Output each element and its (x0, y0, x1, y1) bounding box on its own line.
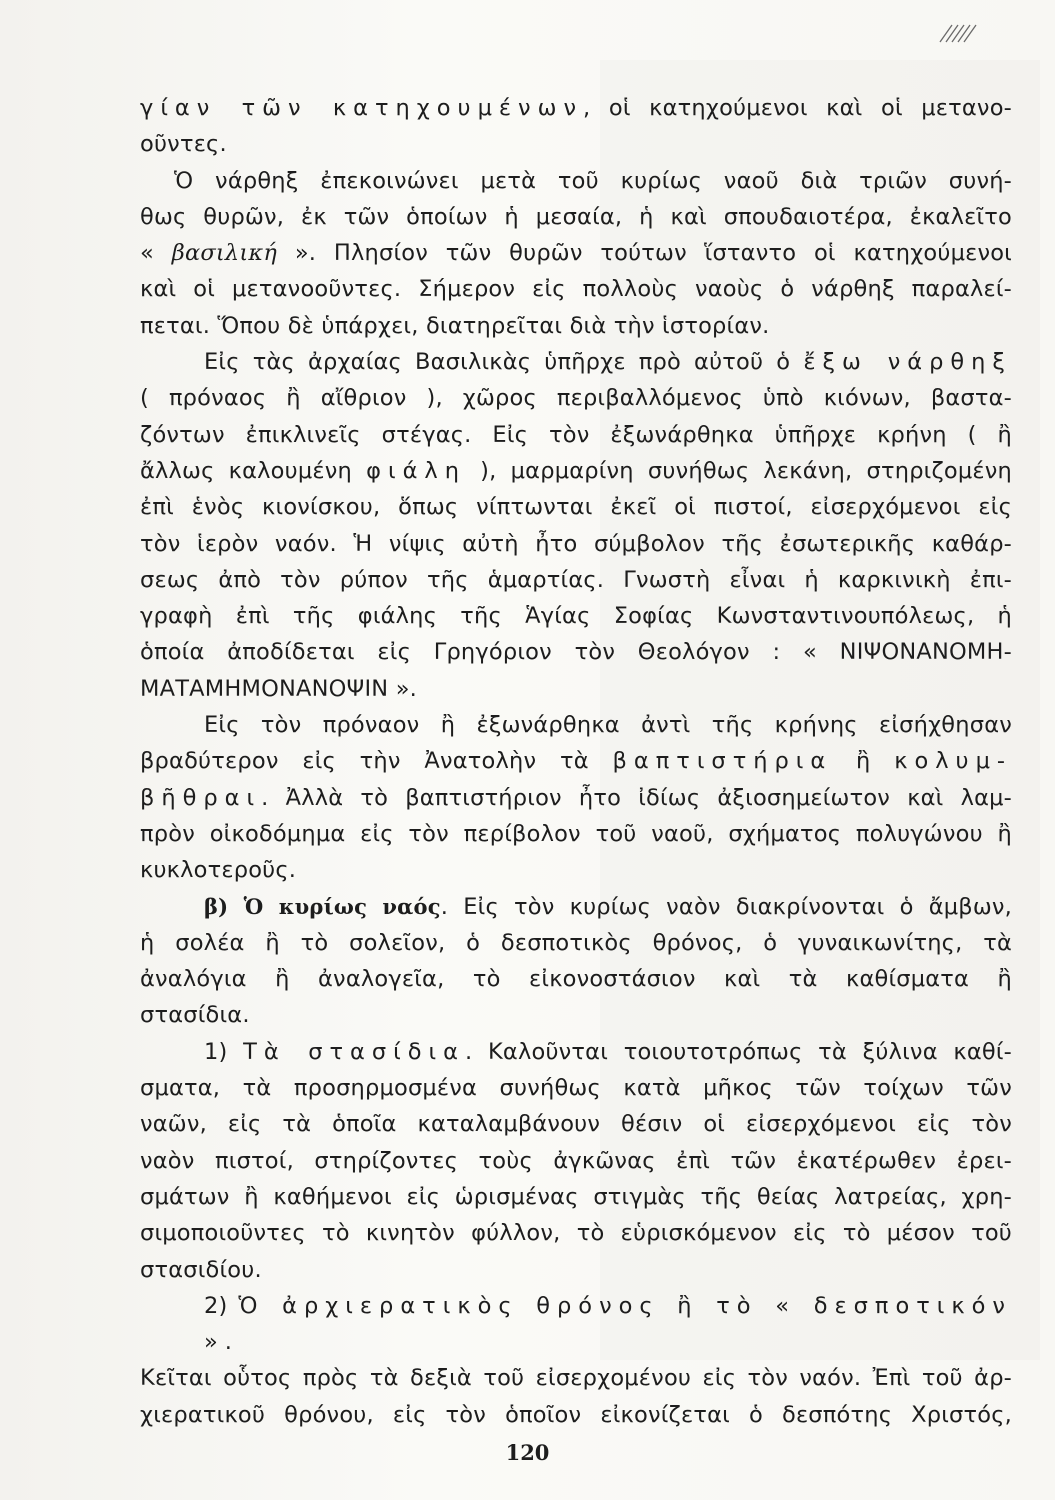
text-line: ζόντων ἐπικλινεῖς στέγας. Εἰς τὸν ἐξωνάρθηκα ὑπῆρχε κρήνη ( ἢ (140, 421, 1012, 448)
text-line: ναὸν πιστοί, στηρίζοντες τοὺς ἀγκῶνας ἐπὶ τῶν ἑκατέρωθεν ἐρει- (140, 1147, 1012, 1174)
text-line: πεται. Ὅπου δὲ ὑπάρχει, διατηρεῖται διὰ τὴν ἱστορίαν. (140, 312, 770, 339)
text-line: καὶ οἱ μετανοοῦντες. Σήμερον εἰς πολλοὺς ναοὺς ὁ νάρθηξ παραλεί- (140, 276, 1012, 303)
text-line: στασιδίου. (140, 1256, 262, 1283)
text-line: βραδύτερον εἰς τὴν Ἀνατολὴν τὰ βαπτιστήρια ἢ κολυμ- (140, 748, 1012, 775)
text-line: βῆθραι. Ἀλλὰ τὸ βαπτιστήριον ἦτο ἰδίως ἀξιοσημείωτον καὶ λαμ- (140, 784, 1012, 811)
text-line: ναῶν, εἰς τὰ ὁποῖα καταλαμβάνουν θέσιν οἱ εἰσερχόμενοι εἰς τὸν (140, 1111, 1012, 1138)
text-line: ἡ σολέα ἢ τὸ σολεῖον, ὁ δεσποτικὸς θρόνος, ὁ γυναικωνίτης, τὰ (140, 929, 1012, 956)
text-line: κυκλοτεροῦς. (140, 857, 297, 884)
section-heading-line: β) Ὁ κυρίως ναός. Εἰς τὸν κυρίως ναὸν διακρίνονται ὁ ἄμβων, (204, 893, 1012, 920)
paragraph-start: Εἰς τὸν πρόναον ἢ ἐξωνάρθηκα ἀντὶ τῆς κρήνης εἰσήχθησαν (204, 712, 1012, 739)
section-heading: β) Ὁ κυρίως ναός (204, 893, 441, 919)
text-line: γραφὴ ἐπὶ τῆς φιάλης τῆς Ἁγίας Σοφίας Κωνσταντινουπόλεως, ἡ (140, 603, 1012, 630)
paragraph-start: 2) Ὁ ἀρχιερατικὸς θρόνος ἢ τὸ « δεσποτικόν ». (204, 1292, 1012, 1356)
text-line: πρὸν οἰκοδόμημα εἰς τὸν περίβολον τοῦ ναοῦ, σχήματος πολυγώνου ἢ (140, 820, 1012, 847)
paragraph-start: 1) Τὰ στασίδια. Καλοῦνται τοιουτοτρόπως τὰ ξύλινα καθί- (204, 1038, 1012, 1065)
ink-scratch-marks (938, 22, 978, 44)
text-line: σιμοποιοῦντες τὸ κινητὸν φύλλον, τὸ εὑρισκόμενον εἰς τὸ μέσον τοῦ (140, 1220, 1012, 1247)
text-line: στασίδια. (140, 1002, 250, 1029)
text-line: σεως ἀπὸ τὸν ρύπον τῆς ἁμαρτίας. Γνωστὴ εἶναι ἡ καρκινικὴ ἐπι- (140, 566, 1012, 593)
text-line: ἐπὶ ἑνὸς κιονίσκου, ὅπως νίπτωνται ἐκεῖ οἱ πιστοί, εἰσερχόμενοι εἰς (140, 494, 1012, 521)
text-line: οῦντες. (140, 131, 227, 158)
text-line: ἄλλως καλουμένη φιάλη ), μαρμαρίνη συνήθως λεκάνη, στηριζομένη (140, 457, 1013, 484)
paragraph-start: Ὁ νάρθηξ ἐπεκοινώνει μετὰ τοῦ κυρίως ναοῦ διὰ τριῶν συνή- (174, 167, 1012, 194)
text-line: τὸν ἱερὸν ναόν. Ἡ νίψις αὐτὴ ἦτο σύμβολον τῆς ἐσωτερικῆς καθάρ- (140, 530, 1012, 557)
text-line: « βασιλική ». Πλησίον τῶν θυρῶν τούτων ἵσταντο οἱ κατηχούμενοι (140, 240, 1012, 267)
paragraph-start: Εἰς τὰς ἀρχαίας Βασιλικὰς ὑπῆρχε πρὸ αὐτοῦ ὁ ἔξω νάρθηξ (204, 349, 1012, 376)
text-line: ( πρόναος ἢ αἴθριον ), χῶρος περιβαλλόμενος ὑπὸ κιόνων, βαστα- (140, 385, 1012, 412)
text-line: θως θυρῶν, ἐκ τῶν ὁποίων ἡ μεσαία, ἡ καὶ σπουδαιοτέρα, ἐκαλεῖτο (140, 203, 1012, 230)
text-line: γίαν τῶν κατηχουμένων, οἱ κατηχούμενοι καὶ οἱ μετανο- (140, 95, 1012, 121)
text-line: ἀναλόγια ἢ ἀναλογεῖα, τὸ εἰκονοστάσιον καὶ τὰ καθίσματα ἢ (140, 966, 1012, 993)
text-line: Κεῖται οὗτος πρὸς τὰ δεξιὰ τοῦ εἰσερχομένου εἰς τὸν ναόν. Ἐπὶ τοῦ ἀρ- (140, 1365, 1012, 1392)
text-line: σματα, τὰ προσηρμοσμένα συνήθως κατὰ μῆκος τῶν τοίχων τῶν (140, 1075, 1012, 1102)
text-line: χιερατικοῦ θρόνου, εἰς τὸν ὁποῖον εἰκονίζεται ὁ δεσπότης Χριστός, (140, 1401, 1012, 1428)
page-number: 120 (505, 1440, 550, 1465)
text-line: σμάτων ἢ καθήμενοι εἰς ὡρισμένας στιγμὰς τῆς θείας λατρείας, χρη- (140, 1183, 1012, 1210)
body-text (140, 90, 1012, 1433)
text-line: ὁποία ἀποδίδεται εἰς Γρηγόριον τὸν Θεολόγον : « ΝΙΨΟΝΑΝΟΜΗ- (140, 639, 1012, 666)
text-line: ΜΑΤΑΜΗΜΟΝΑΝΟΨΙΝ ». (140, 675, 418, 702)
